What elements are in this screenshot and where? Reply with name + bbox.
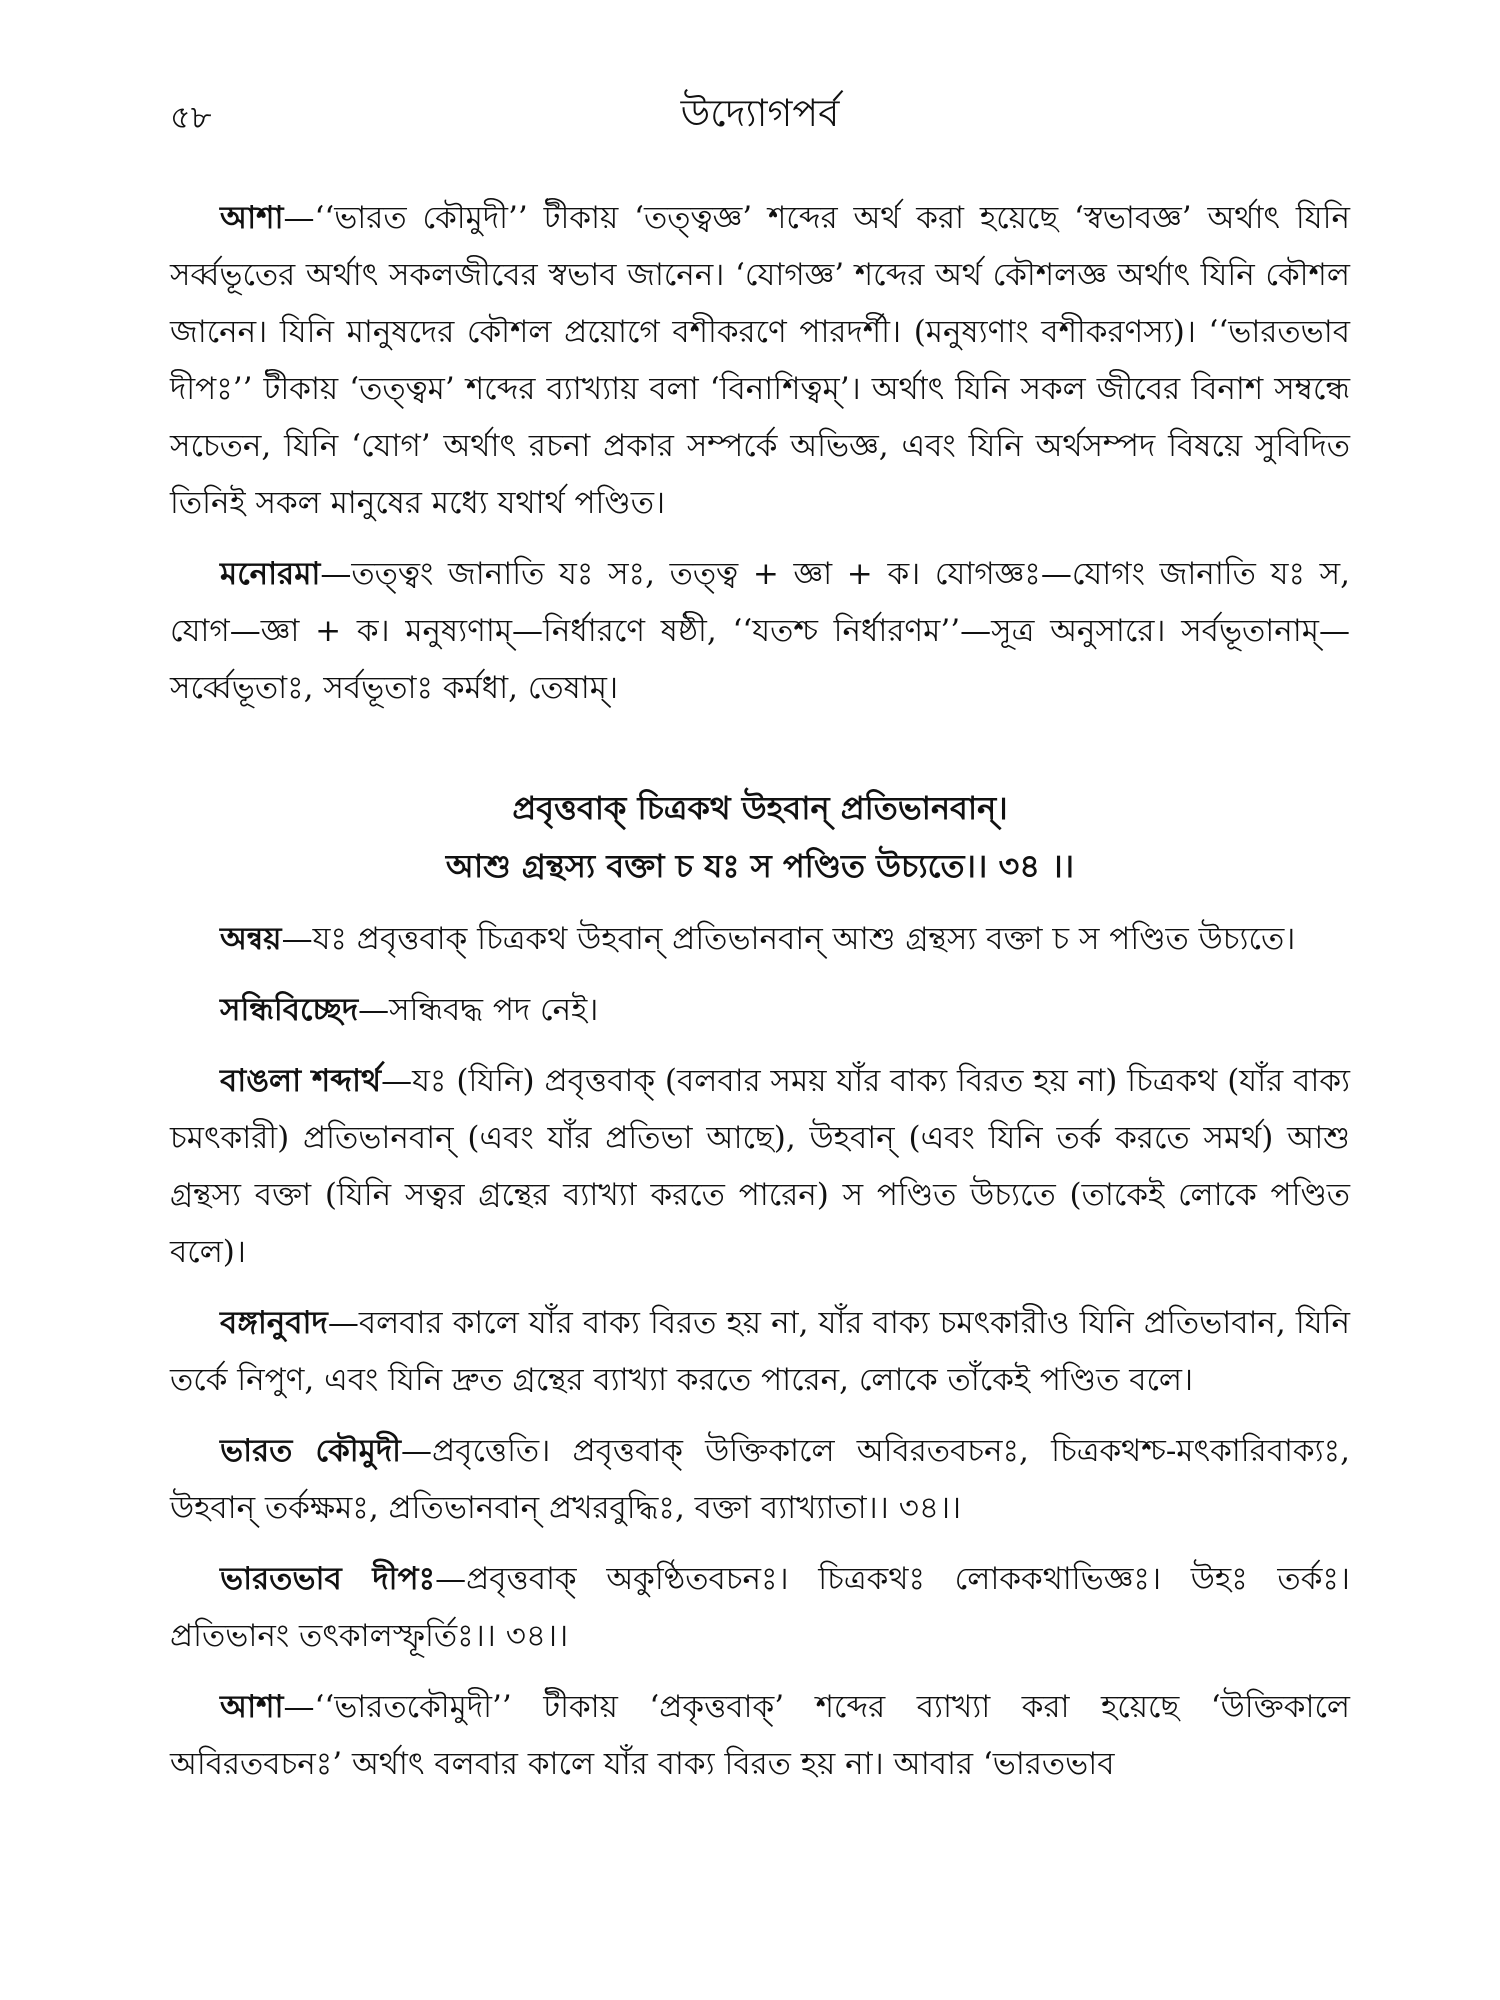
paragraph-label: আশা [220, 1689, 284, 1725]
paragraph-text: —তত্ত্বং জানাতি যঃ সঃ, তত্ত্ব + জ্ঞা + ক। যোগজ্ঞঃ—যোগং জানাতি যঃ স, যোগ—জ্ঞা + ক। মনুষ্যণাম্—নির্ধারণে ষষ্ঠী, ‘‘যতশ্চ নির্ধারণম’’—সূত্র অনুসারে। সর্বভূতানাম্—সর্ব্বেভূতাঃ, সর্বভূতাঃ কর্মধা, তেষাম্। [170, 556, 1350, 706]
paragraph-text: —যঃ প্রবৃত্তবাক্ চিত্রকথ উহবান্ প্রতিভানবান্ আশু গ্রন্থস্য বক্তা চ স পণ্ডিত উচ্যতে। [281, 921, 1296, 957]
paragraph-label: ভারত কৌমুদী [220, 1433, 402, 1469]
page-body [170, 190, 1350, 1793]
paragraph-label: আশা [220, 200, 284, 236]
verse-line-1: প্রবৃত্তবাক্ চিত্রকথ উহবান্ প্রতিভানবান্। [512, 789, 1008, 827]
paragraph-asha-2 [170, 1679, 1350, 1793]
paragraph-anvay [170, 911, 1350, 968]
paragraph-label: বাঙলা শব্দার্থ [220, 1063, 382, 1099]
paragraph-text: —প্রবৃত্তবাক্ অকুণ্ঠিতবচনঃ। চিত্রকথঃ লোককথাভিজ্ঞঃ। উহঃ তর্কঃ। প্রতিভানং তৎকালস্ফূর্তিঃ।। ৩৪।। [170, 1561, 1350, 1654]
paragraph-sandhi [170, 982, 1350, 1039]
paragraph-text: —বলবার কালে যাঁর বাক্য বিরত হয় না, যাঁর বাক্য চমৎকারীও যিনি প্রতিভাবান, যিনি তর্কে নিপুণ, এবং যিনি দ্রুত গ্রন্থের ব্যাখ্যা করতে পারেন, লোকে তাঁকেই পণ্ডিত বলে। [170, 1305, 1350, 1398]
paragraph-text: —‘‘ভারত কৌমুদী’’ টীকায় ‘তত্ত্বজ্ঞ’ শব্দের অর্থ করা হয়েছে ‘স্বভাবজ্ঞ’ অর্থাৎ যিনি সর্ব্বভূতের অর্থাৎ সকলজীবের স্বভাব জানেন। ‘যোগজ্ঞ’ শব্দের অর্থ কৌশলজ্ঞ অর্থাৎ যিনি কৌশল জানেন। যিনি মানুষদের কৌশল প্রয়োগে বশীকরণে পারদর্শী। (মনুষ্যণাং বশীকরণস্য)। ‘‘ভারতভাব দীপঃ’’ টীকায় ‘তত্ত্বম’ শব্দের ব্যাখ্যায় বলা ‘বিনাশিত্বম্’। অর্থাৎ যিনি সকল জীবের বিনাশ সম্বন্ধে সচেতন, যিনি ‘যোগ’ অর্থাৎ রচনা প্রকার সম্পর্কে অভিজ্ঞ, এবং যিনি অর্থসম্পদ বিষয়ে সুবিদিত তিনিই সকল মানুষের মধ্যে যথার্থ পণ্ডিত। [170, 200, 1350, 521]
verse-block [170, 779, 1350, 895]
paragraph-bharatbhav-dipa [170, 1551, 1350, 1665]
paragraph-label: সন্ধিবিচ্ছেদ [220, 992, 359, 1028]
paragraph-label: অন্বয় [220, 921, 282, 957]
paragraph-banganubad [170, 1295, 1350, 1409]
paragraph-text: —‘‘ভারতকৌমুদী’’ টীকায় ‘প্রকৃত্তবাক্’ শব্দের ব্যাখ্যা করা হয়েছে ‘উক্তিকালে অবিরতবচনঃ’ অর্থাৎ বলবার কালে যাঁর বাক্য বিরত হয় না। আবার ‘ভারতভাব [170, 1689, 1350, 1782]
paragraph-bangla-shabdartha [170, 1053, 1350, 1281]
page-header [170, 70, 1350, 150]
running-head: উদ্যোগপর্ব [680, 91, 840, 135]
paragraph-text: —সন্ধিবদ্ধ পদ নেই। [358, 992, 599, 1028]
paragraph-manorama [170, 546, 1350, 717]
paragraph-text: —প্রবৃত্তেতি। প্রবৃত্তবাক্ উক্তিকালে অবিরতবচনঃ, চিত্রকথশ্চ-মৎকারিবাক্যঃ, উহবান্ তর্কক্ষমঃ, প্রতিভানবান্ প্রখরবুদ্ধিঃ, বক্তা ব্যাখ্যাতা।। ৩৪।। [170, 1433, 1350, 1526]
paragraph-bharat-kaumudi [170, 1423, 1350, 1537]
page-number: ৫৮ [170, 98, 212, 136]
paragraph-asha-1 [170, 190, 1350, 532]
paragraph-label: মনোরমা [220, 556, 321, 592]
paragraph-label: বঙ্গানুবাদ [220, 1305, 328, 1341]
paragraph-text: —যঃ (যিনি) প্রবৃত্তবাক্ (বলবার সময় যাঁর বাক্য বিরত হয় না) চিত্রকথ (যাঁর বাক্য চমৎকারী) প্রতিভানবান্ (এবং যাঁর প্রতিভা আছে), উহবান্ (এবং যিনি তর্ক করতে সমর্থ) আশু গ্রন্থস্য বক্তা (যিনি সত্বর গ্রন্থের ব্যাখ্যা করতে পারেন) স পণ্ডিত উচ্যতে (তাকেই লোকে পণ্ডিত বলে)। [170, 1063, 1350, 1270]
paragraph-label: ভারতভাব দীপঃ [220, 1561, 436, 1597]
verse-line-2: আশু গ্রন্থস্য বক্তা চ যঃ স পণ্ডিত উচ্যতে।। ৩৪ ।। [445, 847, 1075, 885]
